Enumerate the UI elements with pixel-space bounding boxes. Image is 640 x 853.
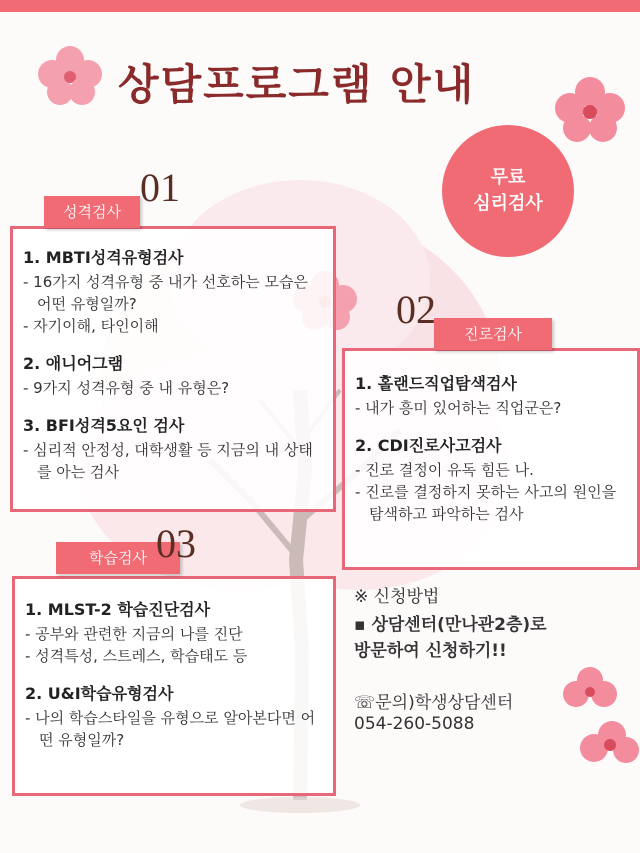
list-item xyxy=(355,433,627,525)
apply-line1: ▪ 상담센터(만나관2층)로 xyxy=(354,615,547,635)
item-line: - 자기이해, 타인이해 xyxy=(23,317,159,335)
item-title: 3. BFI성격5요인 검사 xyxy=(23,416,185,435)
apply-heading: ※ 신청방법 xyxy=(354,587,440,607)
section-number: 01 xyxy=(140,165,180,210)
item-title: 1. MBTI성격유형검사 xyxy=(23,248,184,267)
contact-label: ☏문의)학생상담센터 xyxy=(354,693,514,713)
badge-line1: 무료 xyxy=(490,167,526,188)
page-title: 상담프로그램 안내 xyxy=(118,60,476,109)
item-title: 2. 애니어그램 xyxy=(23,354,124,373)
item-line: - 9가지 성격유형 중 내 유형은? xyxy=(23,379,230,397)
cherry-blossom-icon xyxy=(545,70,635,150)
section-career-box xyxy=(342,348,640,570)
section-tag-career: 진로검사 xyxy=(434,318,552,350)
free-test-badge xyxy=(442,125,574,257)
list-item xyxy=(355,371,627,419)
item-title: 1. 홀랜드직업탐색검사 xyxy=(355,374,517,393)
item-line: - 내가 흥미 있어하는 직업군은? xyxy=(355,399,562,417)
list-item xyxy=(25,681,323,751)
section-number: 02 xyxy=(396,287,436,332)
item-title: 1. MLST-2 학습진단검사 xyxy=(25,600,211,619)
section-personality-box xyxy=(10,226,336,512)
item-line: - 나의 학습스타일을 유형으로 알아본다면 어떤 유형일까? xyxy=(25,709,316,749)
section-tag-learning: 학습검사 xyxy=(56,542,180,574)
item-line: - 심리적 안정성, 대학생활 등 지금의 내 상태를 아는 검사 xyxy=(23,441,313,481)
item-title: 2. CDI진로사고검사 xyxy=(355,436,502,455)
apply-line2: 방문하여 신청하기!! xyxy=(354,641,507,661)
badge-line2: 심리검사 xyxy=(473,193,543,214)
item-line: - 16가지 성격유형 중 내가 선호하는 모습은 어떤 유형일까? xyxy=(23,273,308,313)
item-line: - 공부와 관련한 지금의 나를 진단 xyxy=(25,625,243,643)
section-tag-personality: 성격검사 xyxy=(44,196,140,228)
contact-phone: 054-260-5088 xyxy=(354,714,475,734)
list-item xyxy=(23,245,321,337)
item-title: 2. U&I학습유형검사 xyxy=(25,684,174,703)
list-item xyxy=(25,597,323,667)
item-line: - 성격특성, 스트레스, 학습태도 등 xyxy=(25,647,248,665)
item-line: - 진로 결정이 유독 힘든 나. xyxy=(355,461,534,479)
section-learning-box xyxy=(12,576,336,796)
section-number: 03 xyxy=(156,521,196,566)
cherry-blossom-icon xyxy=(30,40,110,110)
list-item xyxy=(23,351,321,399)
item-line: - 진로를 결정하지 못하는 사고의 원인을 탐색하고 파악하는 검사 xyxy=(355,483,617,523)
list-item xyxy=(23,413,321,483)
cherry-blossom-icon xyxy=(560,660,640,770)
